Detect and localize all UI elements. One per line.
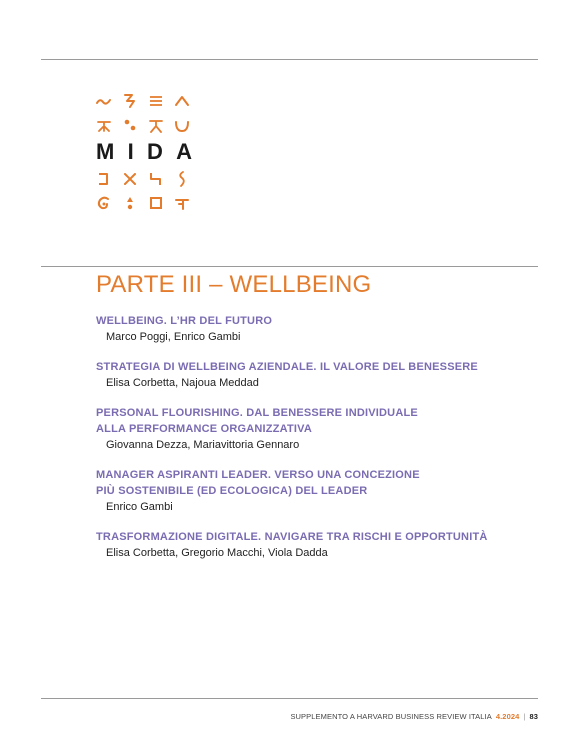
toc-entry-title-line: TRASFORMAZIONE DIGITALE. NAVIGARE TRA RISCHI E OPPORTUNITÀ bbox=[96, 531, 488, 543]
x-glyph-icon bbox=[122, 171, 138, 187]
tee-glyph-icon bbox=[174, 195, 190, 211]
triangle-stack-glyph-icon bbox=[122, 195, 138, 211]
toc-entry[interactable] bbox=[96, 313, 536, 345]
wordmark-letter: D bbox=[146, 139, 163, 164]
toc-entry-authors: Marco Poggi, Enrico Gambi bbox=[106, 331, 241, 343]
toc-entry[interactable] bbox=[96, 405, 536, 453]
equals-glyph-icon bbox=[148, 93, 164, 109]
tilde-wave-glyph-icon bbox=[96, 93, 112, 109]
toc-entry-authors: Elisa Corbetta, Najoua Meddad bbox=[106, 377, 259, 389]
asterisk-glyph-icon bbox=[96, 117, 112, 133]
toc-entry-title-line: PIÙ SOSTENIBILE (ED ECOLOGICA) DEL LEADER bbox=[96, 485, 368, 497]
toc-entry-authors: Giovanna Dezza, Mariavittoria Gennaro bbox=[106, 439, 300, 451]
toc-entry-title bbox=[96, 405, 536, 437]
logo-glyph-row-2 bbox=[96, 117, 192, 137]
toc-entry-title-line: WELLBEING. L’HR DEL FUTURO bbox=[96, 315, 273, 327]
dot-pair-glyph-icon bbox=[122, 117, 138, 133]
caret-glyph-icon bbox=[174, 93, 190, 109]
toc-entry-title-line: PERSONAL FLOURISHING. DAL BENESSERE INDIVIDUALE bbox=[96, 407, 418, 419]
toc-entry-title bbox=[96, 467, 536, 499]
page-number: 83 bbox=[529, 712, 538, 721]
toc-entry[interactable] bbox=[96, 467, 536, 515]
toc-entry-authors: Enrico Gambi bbox=[106, 501, 173, 513]
logo-glyph-row-1 bbox=[96, 93, 192, 113]
toc-entry-authors: Elisa Corbetta, Gregorio Macchi, Viola Dadda bbox=[106, 547, 328, 559]
logo-glyph-row-4 bbox=[96, 195, 192, 215]
mida-wordmark bbox=[96, 140, 192, 164]
toc-entry[interactable] bbox=[96, 529, 536, 561]
footer-issue: 4.2024 bbox=[495, 712, 520, 721]
section-title: PARTE III – WELLBEING bbox=[96, 271, 372, 298]
toc-entry-title-line: MANAGER ASPIRANTI LEADER. VERSO UNA CONCEZIONE bbox=[96, 469, 420, 481]
zigzag-glyph-icon bbox=[122, 93, 138, 109]
square-glyph-icon bbox=[148, 195, 164, 211]
footer-rule bbox=[41, 698, 538, 699]
spiral-glyph-icon bbox=[96, 195, 112, 211]
hook-glyph-icon bbox=[148, 171, 164, 187]
squiggle-glyph-icon bbox=[174, 171, 190, 187]
toc-entry[interactable] bbox=[96, 359, 536, 391]
logo-glyph-row-3 bbox=[96, 171, 192, 191]
wordmark-letter: M bbox=[96, 139, 115, 164]
cross-foot-glyph-icon bbox=[148, 117, 164, 133]
top-rule bbox=[41, 59, 538, 60]
footer-separator: | bbox=[523, 712, 526, 721]
wordmark-letter: I bbox=[127, 139, 134, 164]
toc-entry-title bbox=[96, 359, 536, 375]
toc-entry-title bbox=[96, 313, 536, 329]
toc-entry-title-line: ALLA PERFORMANCE ORGANIZZATIVA bbox=[96, 423, 313, 435]
smile-glyph-icon bbox=[174, 117, 190, 133]
bracket-glyph-icon bbox=[96, 171, 112, 187]
toc-entry-title bbox=[96, 529, 536, 545]
section-rule bbox=[41, 266, 538, 267]
footer-publication: SUPPLEMENTO A HARVARD BUSINESS REVIEW ITALIA bbox=[290, 712, 492, 721]
toc-entry-title-line: STRATEGIA DI WELLBEING AZIENDALE. IL VALORE DEL BENESSERE bbox=[96, 361, 478, 373]
table-of-contents bbox=[96, 313, 536, 575]
page-footer bbox=[290, 711, 538, 723]
wordmark-letter: A bbox=[176, 139, 192, 164]
